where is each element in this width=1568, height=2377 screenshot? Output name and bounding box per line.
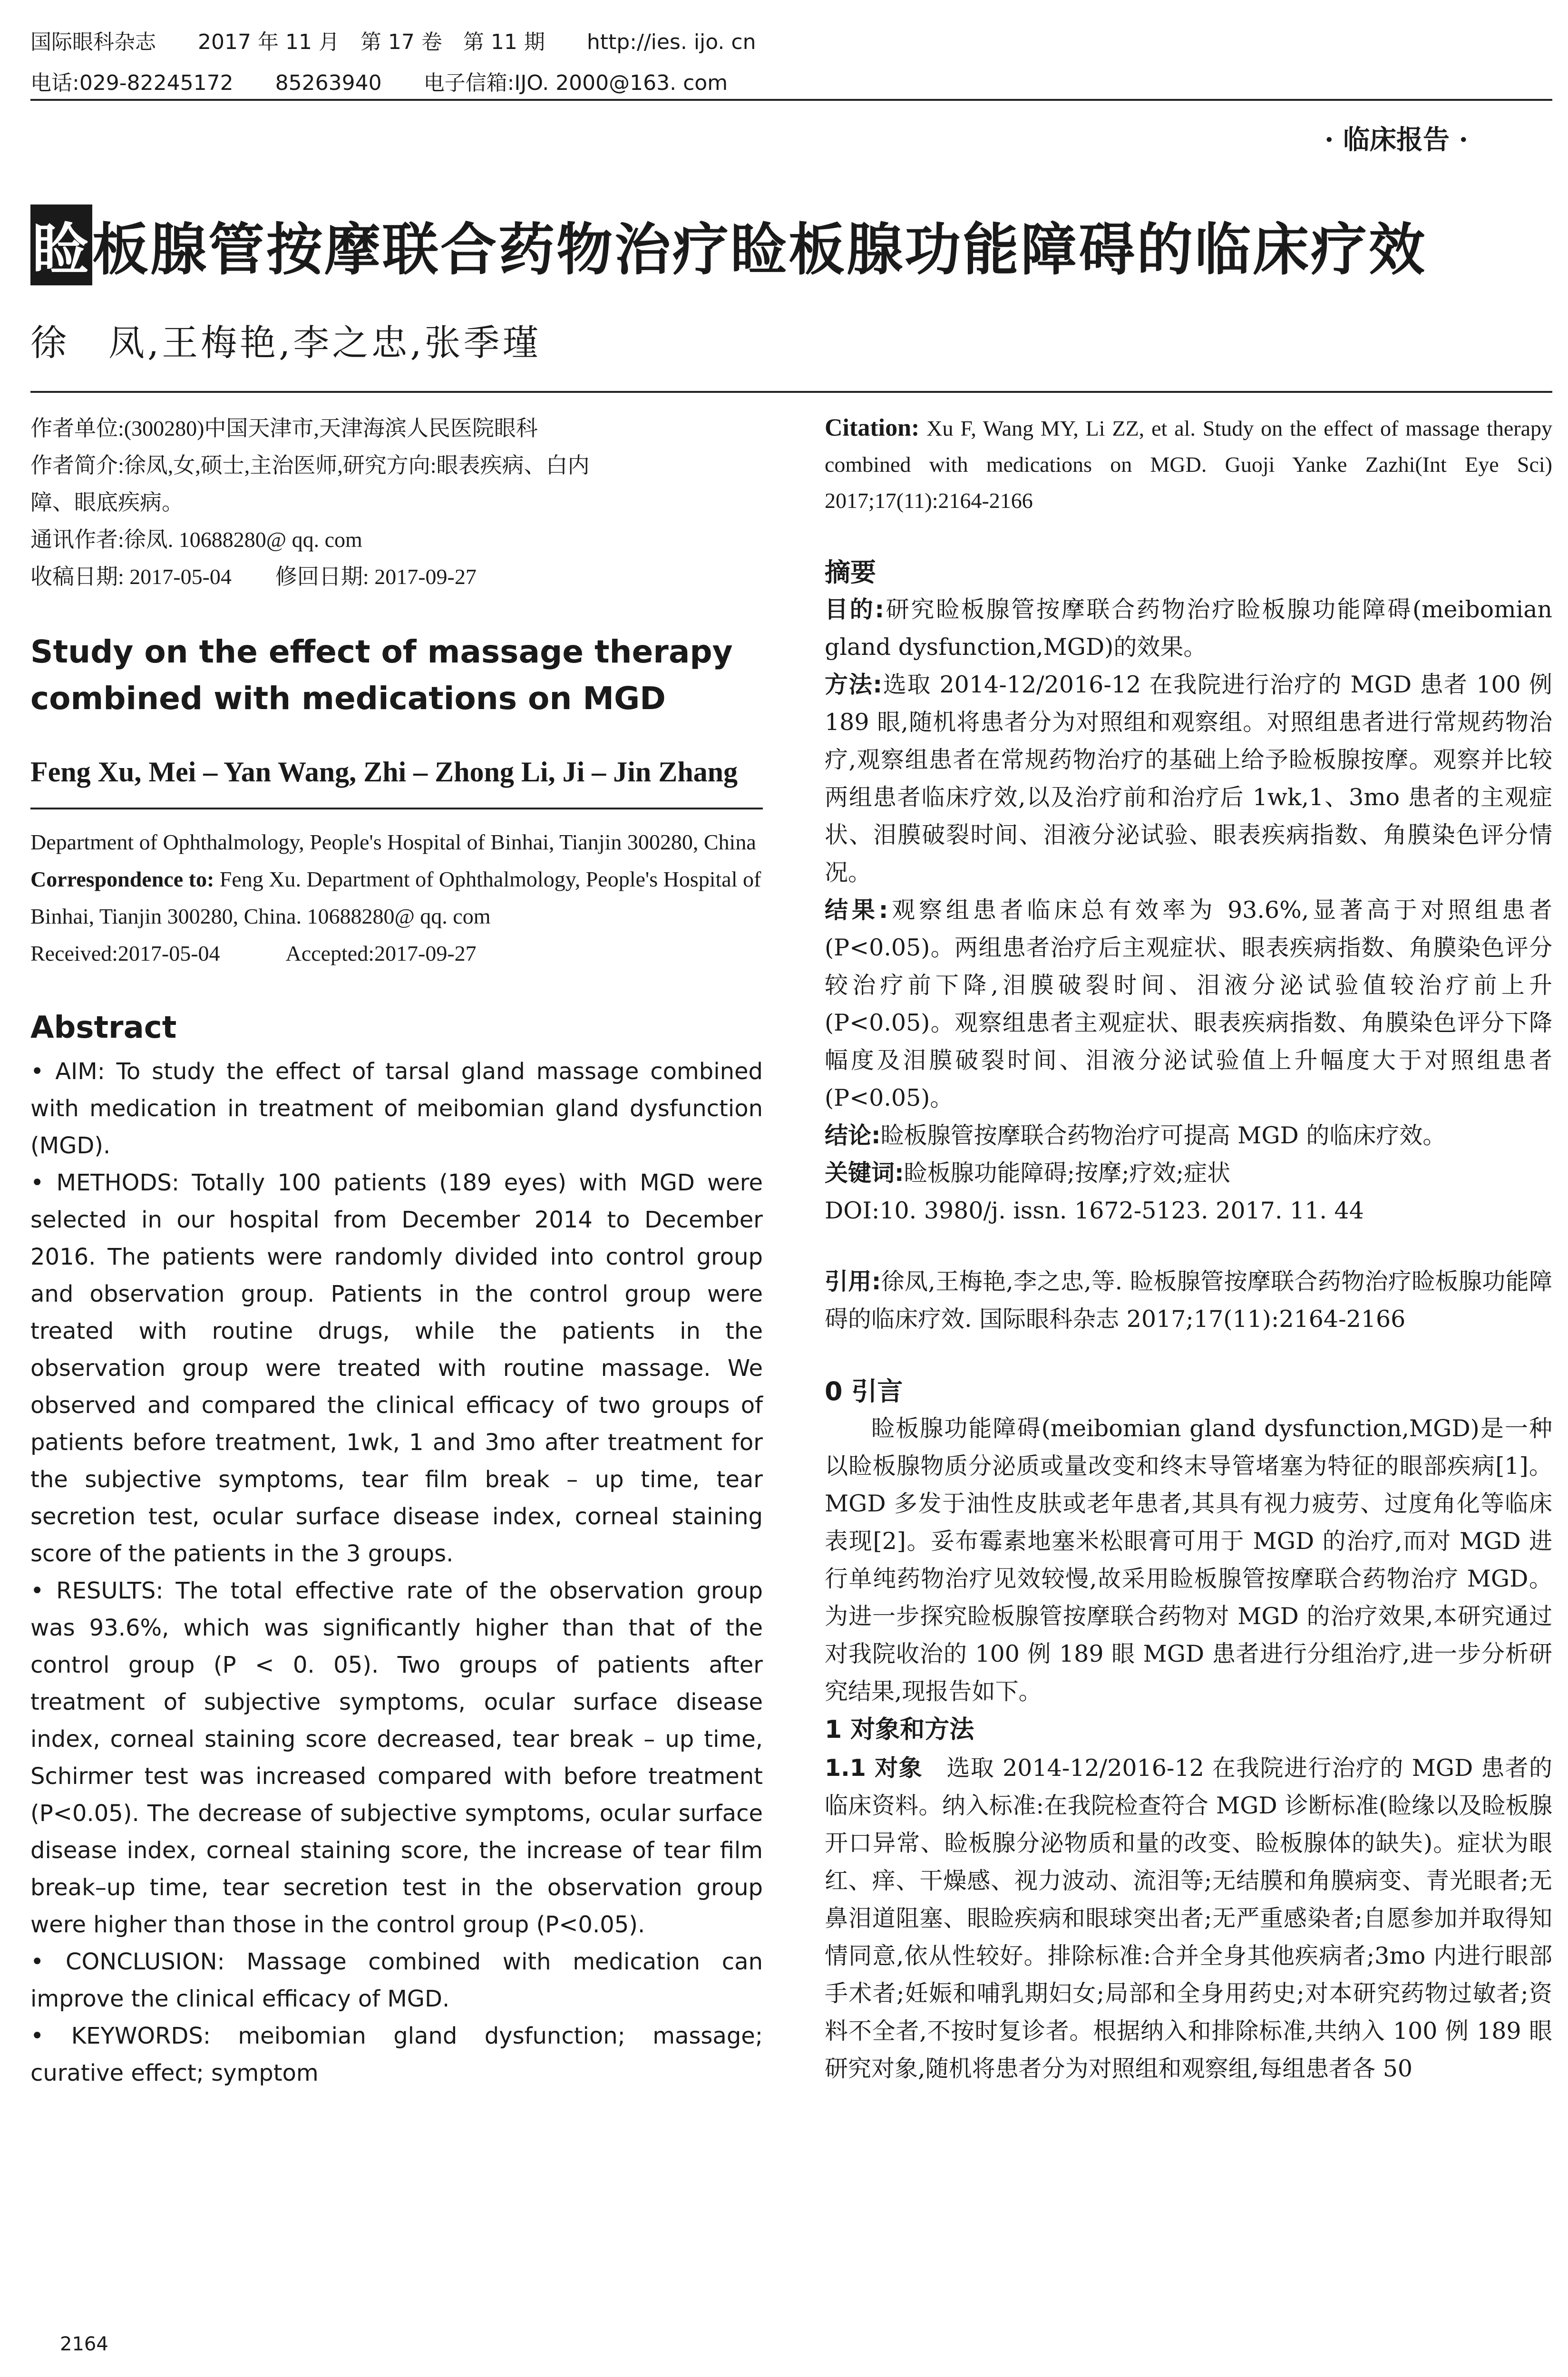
- section-tag: · 临床报告 ·: [1325, 124, 1468, 156]
- english-authors: Feng Xu, Mei – Yan Wang, Zhi – Zhong Li, Ji – Jin Zhang: [30, 756, 738, 788]
- correspondence: [30, 861, 763, 935]
- correspondence-label: Correspondence to:: [30, 867, 214, 891]
- info-line: 通讯作者:徐凤. 10688280@ qq. com: [30, 527, 362, 552]
- cn-citation-text: 徐凤,王梅艳,李之忠,等. 睑板腺管按摩联合药物治疗睑板腺功能障碍的临床疗效. 国际眼科杂志 2017;17(11):2164-2166: [825, 1268, 1552, 1333]
- cn-citation-label: 引用:: [825, 1268, 881, 1295]
- english-title: Study on the effect of massage therapy combined with medications on MGD: [30, 633, 733, 717]
- abstract-results: • RESULTS: The total effective rate of the observation group was 93.6%, which was significantly higher than that of the control group (P < 0. 05). Two groups of patients after treatment of subjective symptoms, ocular surface disease index, corneal staining score decreased, tear break – up time, Schirmer test was increased compared with before treatment (P<0.05). The decrease of subjective symptoms, ocular surface disease index, corneal staining score, the increase of tear film break–up time, tear secretion test in the observation group were higher than those in the control group (P<0.05).: [30, 1578, 763, 1938]
- methods-heading: 1 对象和方法: [825, 1715, 974, 1744]
- cn-keywords-label: 关键词:: [825, 1159, 904, 1187]
- cn-citation: [825, 1263, 1552, 1338]
- english-authors-rule: [30, 808, 763, 809]
- info-line: 作者单位:(300280)中国天津市,天津海滨人民医院眼科: [30, 416, 538, 440]
- left-column: [30, 410, 763, 2092]
- english-affiliation: Department of Ophthalmology, People's Hospital of Binhai, Tianjin 300280, China: [30, 830, 756, 854]
- cn-conclusion-text: 睑板腺管按摩联合药物治疗可提高 MGD 的临床疗效。: [880, 1122, 1446, 1149]
- citation: [825, 410, 1552, 519]
- author-info: [30, 410, 763, 595]
- cn-abstract-aim: [825, 591, 1552, 666]
- title-rule: [30, 391, 1552, 393]
- methods-sub-label: 1.1 对象: [825, 1754, 923, 1782]
- cn-abstract-conclusion: [825, 1117, 1552, 1154]
- citation-label: Citation:: [825, 414, 920, 441]
- doi: DOI:10. 3980/j. issn. 1672-5123. 2017. 11. 44: [825, 1197, 1364, 1224]
- journal-header-line2: 电话:029-82245172 85263940 电子信箱:IJO. 2000@163. com: [30, 71, 728, 95]
- abstract-heading: Abstract: [30, 1010, 177, 1045]
- correspondence-text: Feng Xu. Department of Ophthalmology, People's Hospital of Binhai, Tianjin 300280, China. 10688280@ qq. com: [30, 867, 761, 928]
- info-line: 障、眼底疾病。: [30, 490, 184, 515]
- info-line: 作者简介:徐凤,女,硕士,主治医师,研究方向:眼表疾病、白内: [30, 453, 590, 477]
- abstract-conclusion: • CONCLUSION: Massage combined with medication can improve the clinical efficacy of MGD.: [30, 1948, 763, 2012]
- cn-abstract-results: [825, 891, 1552, 1117]
- intro-heading: 0 引言: [825, 1376, 903, 1406]
- cn-results-label: 结果:: [825, 896, 888, 924]
- cn-aim-label: 目的:: [825, 596, 885, 623]
- cn-abstract-keywords: [825, 1154, 1552, 1192]
- citation-text: Xu F, Wang MY, Li ZZ, et al. Study on the effect of massage therapy combined with medications on MGD. Guoji Yanke Zazhi(Int Eye Sci) 2017;17(11):2164-2166: [825, 416, 1552, 513]
- cn-methods-label: 方法:: [825, 671, 883, 698]
- title-rest: 板腺管按摩联合药物治疗睑板腺功能障碍的临床疗效: [92, 217, 1427, 283]
- received-accepted: Received:2017-05-04 Accepted:2017-09-27: [30, 941, 477, 965]
- cn-abstract-heading: 摘要: [825, 557, 876, 587]
- cn-results-text: 观察组患者临床总有效率为 93.6%,显著高于对照组患者(P<0.05)。两组患者治疗后主观症状、眼表疾病指数、角膜染色评分较治疗前下降,泪膜破裂时间、泪液分泌试验值较治疗前上升(P<0.05)。观察组患者主观症状、眼表疾病指数、角膜染色评分下降幅度及泪膜破裂时间、泪液分泌试验值上升幅度大于对照组患者(P<0.05)。: [825, 896, 1552, 1111]
- article-title: [30, 205, 1427, 285]
- methods-subjects: [825, 1749, 1552, 2087]
- page-number: 2164: [60, 2333, 108, 2355]
- right-column: [825, 410, 1552, 2087]
- cn-abstract-methods: [825, 666, 1552, 891]
- article-authors: 徐 凤,王梅艳,李之忠,张季瑾: [30, 321, 542, 364]
- journal-header-line1: 国际眼科杂志 2017 年 11 月 第 17 卷 第 11 期 http://ies. ijo. cn: [30, 30, 756, 54]
- abstract-aim: • AIM: To study the effect of tarsal gland massage combined with medication in treatment of meibomian gland dysfunction (MGD).: [30, 1058, 763, 1159]
- cn-keywords-text: 睑板腺功能障碍;按摩;疗效;症状: [904, 1159, 1231, 1187]
- intro-paragraph: 睑板腺功能障碍(meibomian gland dysfunction,MGD)是一种以睑板腺物质分泌质或量改变和终末导管堵塞为特征的眼部疾病[1]。MGD 多发于油性皮肤或老年患者,其具有视力疲劳、过度角化等临床表现[2]。妥布霉素地塞米松眼膏可用于 MGD 的治疗,而对 MGD 进行单纯药物治疗见效较慢,故采用睑板腺管按摩联合药物治疗 MGD。为进一步探究睑板腺管按摩联合药物对 MGD 的治疗效果,本研究通过对我院收治的 100 例 189 眼 MGD 患者进行分组治疗,进一步分析研究结果,现报告如下。: [825, 1415, 1552, 1705]
- abstract-methods: • METHODS: Totally 100 patients (189 eyes) with MGD were selected in our hospital from December 2014 to December 2016. The patients were randomly divided into control group and observation group. Patients in the control group were treated with routine drugs, while the patients in the observation group were treated with routine massage. We observed and compared the clinical efficacy of two groups of patients before treatment, 1wk, 1 and 3mo after treatment for the subjective symptoms, tear film break – up time, tear secretion test, ocular surface disease index, corneal staining score of the patients in the 3 groups.: [30, 1169, 763, 1567]
- abstract-keywords: • KEYWORDS: meibomian gland dysfunction; massage; curative effect; symptom: [30, 2023, 763, 2086]
- header-rule: [30, 99, 1552, 101]
- cn-methods-text: 选取 2014-12/2016-12 在我院进行治疗的 MGD 患者 100 例 189 眼,随机将患者分为对照组和观察组。对照组患者进行常规药物治疗,观察组患者在常规药物治疗的基础上给予睑板腺按摩。观察并比较两组患者临床疗效,以及治疗前和治疗后 1wk,1、3mo 患者的主观症状、泪膜破裂时间、泪液分泌试验、眼表疾病指数、角膜染色评分情况。: [825, 671, 1552, 886]
- title-first-char: 睑: [30, 205, 92, 285]
- cn-aim-text: 研究睑板腺管按摩联合药物治疗睑板腺功能障碍(meibomian gland dysfunction,MGD)的效果。: [825, 596, 1552, 661]
- info-line: 收稿日期: 2017-05-04 修回日期: 2017-09-27: [30, 565, 477, 589]
- cn-conclusion-label: 结论:: [825, 1122, 881, 1149]
- methods-sub-text: 选取 2014-12/2016-12 在我院进行治疗的 MGD 患者的临床资料。纳入标准:在我院检查符合 MGD 诊断标准(睑缘以及睑板腺开口异常、睑板腺分泌物质和量的改变、睑板腺体的缺失)。症状为眼红、痒、干燥感、视力波动、流泪等;无结膜和角膜病变、青光眼者;无鼻泪道阻塞、眼睑疾病和眼球突出者;无严重感染者;自愿参加并取得知情同意,依从性较好。排除标准:合并全身其他疾病者;3mo 内进行眼部手术者;妊娠和哺乳期妇女;局部和全身用药史;对本研究药物过敏者;资料不全者,不按时复诊者。根据纳入和排除标准,共纳入 100 例 189 眼研究对象,随机将患者分为对照组和观察组,每组患者各 50: [825, 1754, 1552, 2082]
